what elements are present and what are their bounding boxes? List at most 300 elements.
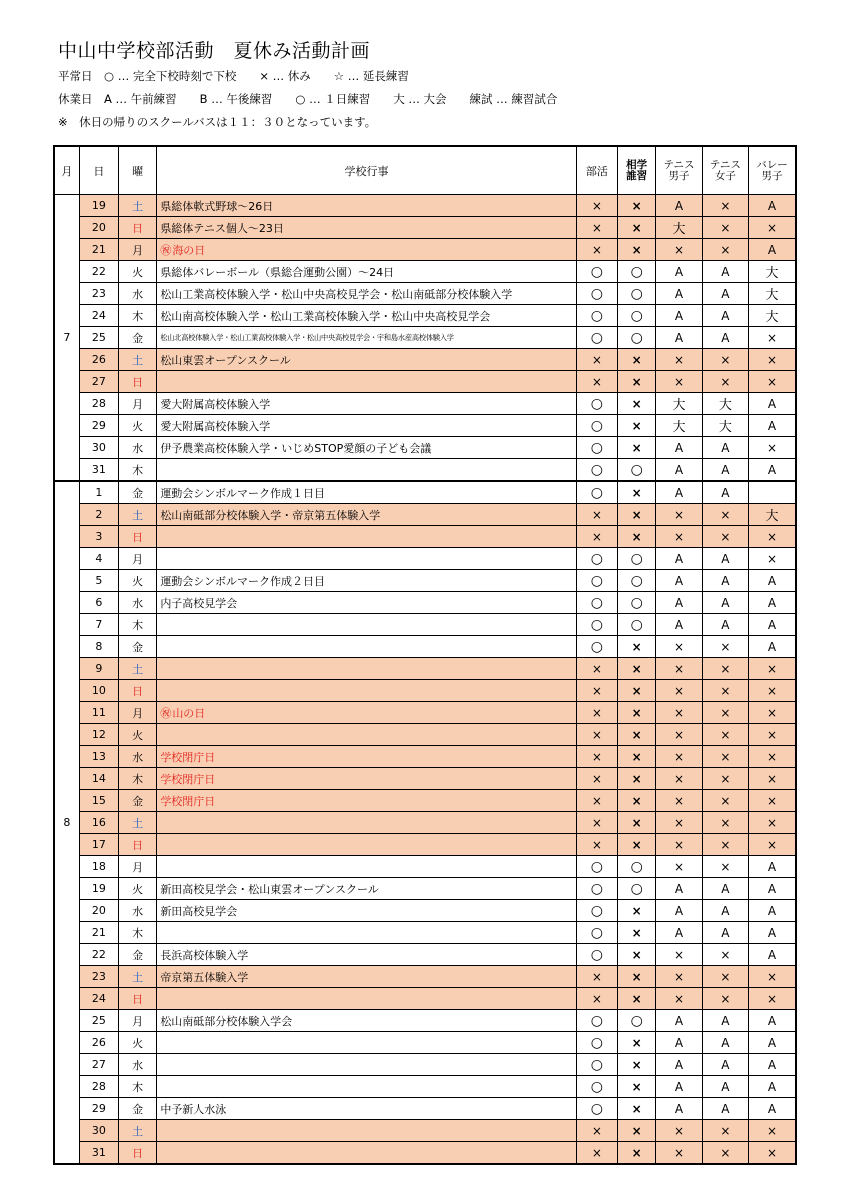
day-cell: 17 (79, 834, 118, 856)
table-row (54, 768, 796, 790)
event-cell (157, 548, 576, 570)
table-row (54, 1142, 796, 1165)
weekday-cell: 水 (119, 746, 157, 768)
volleyball-boys-cell: A (749, 1076, 796, 1098)
event-cell (157, 1142, 576, 1165)
sumo-cell: ○ (618, 548, 656, 570)
sumo-cell: × (618, 900, 656, 922)
club-cell: × (576, 988, 617, 1010)
event-cell: ㊗山の日 (157, 702, 576, 724)
volleyball-boys-cell: A (749, 459, 796, 482)
tennis-boys-cell: A (656, 878, 702, 900)
volleyball-boys-cell: × (749, 548, 796, 570)
event-cell (157, 1076, 576, 1098)
event-cell (157, 459, 576, 482)
day-cell: 5 (79, 570, 118, 592)
club-cell: × (576, 746, 617, 768)
table-row (54, 261, 796, 283)
volleyball-boys-cell: × (749, 658, 796, 680)
day-cell: 8 (79, 636, 118, 658)
tennis-boys-cell: × (656, 834, 702, 856)
weekday-cell: 日 (119, 988, 157, 1010)
weekday-cell: 火 (119, 415, 157, 437)
tennis-girls-cell: A (702, 283, 748, 305)
club-cell: ○ (576, 437, 617, 459)
club-cell: × (576, 834, 617, 856)
weekday-cell: 火 (119, 878, 157, 900)
day-cell: 23 (79, 966, 118, 988)
tennis-girls-cell: × (702, 988, 748, 1010)
table-row (54, 614, 796, 636)
header-club: 部活 (576, 146, 617, 195)
sumo-cell: × (618, 812, 656, 834)
weekday-cell: 土 (119, 658, 157, 680)
volleyball-boys-cell: A (749, 415, 796, 437)
tennis-girls-cell: A (702, 900, 748, 922)
table-row (54, 746, 796, 768)
day-cell: 30 (79, 1120, 118, 1142)
club-cell: ○ (576, 1076, 617, 1098)
day-cell: 20 (79, 217, 118, 239)
day-cell: 26 (79, 349, 118, 371)
sumo-cell: × (618, 481, 656, 504)
table-row (54, 680, 796, 702)
volleyball-boys-cell: A (749, 922, 796, 944)
volleyball-boys-cell: × (749, 834, 796, 856)
weekday-cell: 月 (119, 548, 157, 570)
weekday-cell: 金 (119, 790, 157, 812)
tennis-girls-cell: × (702, 658, 748, 680)
tennis-boys-cell: × (656, 724, 702, 746)
day-cell: 22 (79, 261, 118, 283)
tennis-boys-cell: × (656, 680, 702, 702)
day-cell: 9 (79, 658, 118, 680)
table-row (54, 944, 796, 966)
tennis-boys-cell: × (656, 371, 702, 393)
volleyball-boys-cell: A (749, 878, 796, 900)
event-cell (157, 371, 576, 393)
event-cell: 新田高校見学会 (157, 900, 576, 922)
tennis-boys-cell: A (656, 327, 702, 349)
event-cell: 松山南砥部分校体験入学・帝京第五体験入学 (157, 504, 576, 526)
tennis-girls-cell: A (702, 305, 748, 327)
tennis-boys-cell: A (656, 570, 702, 592)
table-row (54, 592, 796, 614)
tennis-girls-cell: A (702, 261, 748, 283)
event-cell (157, 614, 576, 636)
day-cell: 22 (79, 944, 118, 966)
club-cell: × (576, 1120, 617, 1142)
tennis-boys-cell: 大 (656, 217, 702, 239)
day-cell: 25 (79, 327, 118, 349)
event-cell (157, 1054, 576, 1076)
tennis-boys-cell: A (656, 1010, 702, 1032)
weekday-cell: 月 (119, 239, 157, 261)
volleyball-boys-cell: A (749, 570, 796, 592)
event-cell: 松山南高校体験入学・松山工業高校体験入学・松山中央高校見学会 (157, 305, 576, 327)
tennis-girls-cell: A (702, 1098, 748, 1120)
club-cell: ○ (576, 1032, 617, 1054)
day-cell: 20 (79, 900, 118, 922)
tennis-girls-cell: × (702, 349, 748, 371)
weekday-cell: 木 (119, 922, 157, 944)
sumo-cell: ○ (618, 614, 656, 636)
sumo-cell: × (618, 1054, 656, 1076)
club-cell: ○ (576, 614, 617, 636)
weekday-cell: 火 (119, 570, 157, 592)
table-row (54, 724, 796, 746)
weekday-cell: 金 (119, 481, 157, 504)
volleyball-boys-cell: × (749, 680, 796, 702)
club-cell: × (576, 966, 617, 988)
tennis-girls-cell: A (702, 459, 748, 482)
tennis-boys-cell: A (656, 592, 702, 614)
club-cell: ○ (576, 944, 617, 966)
tennis-girls-cell: A (702, 592, 748, 614)
volleyball-boys-cell: × (749, 349, 796, 371)
club-cell: × (576, 526, 617, 548)
club-cell: ○ (576, 570, 617, 592)
event-cell: 運動会シンボルマーク作成２日目 (157, 570, 576, 592)
event-cell: 松山北高校体験入学・松山工業高校体験入学・松山中央高校見学会・宇和島水産高校体験入学 (157, 327, 576, 349)
day-cell: 27 (79, 371, 118, 393)
weekday-cell: 月 (119, 1010, 157, 1032)
header-tennis-girls: テニス 女子 (702, 146, 748, 195)
weekday-cell: 火 (119, 1032, 157, 1054)
tennis-girls-cell: A (702, 437, 748, 459)
day-cell: 27 (79, 1054, 118, 1076)
tennis-boys-cell: × (656, 1120, 702, 1142)
day-cell: 18 (79, 856, 118, 878)
club-cell: × (576, 658, 617, 680)
tennis-girls-cell: 大 (702, 415, 748, 437)
club-cell: ○ (576, 1054, 617, 1076)
volleyball-boys-cell: × (749, 790, 796, 812)
day-cell: 4 (79, 548, 118, 570)
event-cell (157, 922, 576, 944)
tennis-girls-cell: × (702, 239, 748, 261)
event-cell: 伊予農業高校体験入学・いじめSTOP愛顔の子ども会議 (157, 437, 576, 459)
sumo-cell: × (618, 526, 656, 548)
tennis-girls-cell: A (702, 1010, 748, 1032)
weekday-cell: 火 (119, 261, 157, 283)
club-cell: ○ (576, 327, 617, 349)
weekday-cell: 金 (119, 327, 157, 349)
weekday-cell: 木 (119, 768, 157, 790)
tennis-boys-cell: × (656, 966, 702, 988)
event-cell (157, 1032, 576, 1054)
event-cell (157, 636, 576, 658)
club-cell: ○ (576, 305, 617, 327)
club-cell: ○ (576, 636, 617, 658)
event-cell (157, 988, 576, 1010)
sumo-cell: × (618, 680, 656, 702)
sumo-cell: × (618, 349, 656, 371)
weekday-cell: 水 (119, 437, 157, 459)
schedule-table (53, 145, 797, 1165)
volleyball-boys-cell: A (749, 195, 796, 217)
sumo-cell: ○ (618, 1010, 656, 1032)
sumo-cell: × (618, 437, 656, 459)
volleyball-boys-cell: 大 (749, 283, 796, 305)
header-tennis-boys: テニス 男子 (656, 146, 702, 195)
tennis-boys-cell: × (656, 1142, 702, 1165)
page-title: 中山中学校部活動 夏休み活動計画 (58, 40, 371, 62)
event-cell: 学校閉庁日 (157, 746, 576, 768)
tennis-boys-cell: × (656, 349, 702, 371)
volleyball-boys-cell: A (749, 944, 796, 966)
tennis-girls-cell: × (702, 768, 748, 790)
weekday-cell: 月 (119, 393, 157, 415)
volleyball-boys-cell: A (749, 239, 796, 261)
tennis-boys-cell: A (656, 548, 702, 570)
event-cell: 県総体軟式野球～26日 (157, 195, 576, 217)
tennis-girls-cell: A (702, 1054, 748, 1076)
day-cell: 30 (79, 437, 118, 459)
weekday-cell: 木 (119, 1076, 157, 1098)
club-cell: ○ (576, 393, 617, 415)
tennis-girls-cell: A (702, 614, 748, 636)
tennis-boys-cell: A (656, 261, 702, 283)
sumo-cell: × (618, 1120, 656, 1142)
weekday-cell: 木 (119, 305, 157, 327)
day-cell: 2 (79, 504, 118, 526)
month-cell: 8 (54, 481, 79, 1164)
volleyball-boys-cell: × (749, 526, 796, 548)
day-cell: 16 (79, 812, 118, 834)
table-row (54, 437, 796, 459)
tennis-boys-cell: × (656, 702, 702, 724)
club-cell: × (576, 239, 617, 261)
tennis-girls-cell: × (702, 680, 748, 702)
day-cell: 23 (79, 283, 118, 305)
club-cell: ○ (576, 922, 617, 944)
day-cell: 7 (79, 614, 118, 636)
month-cell: 7 (54, 195, 79, 482)
table-row (54, 526, 796, 548)
tennis-girls-cell: A (702, 481, 748, 504)
tennis-boys-cell: × (656, 768, 702, 790)
table-row (54, 195, 796, 217)
club-cell: × (576, 217, 617, 239)
tennis-girls-cell: × (702, 1142, 748, 1165)
tennis-girls-cell: × (702, 371, 748, 393)
volleyball-boys-cell: A (749, 856, 796, 878)
table-row (54, 327, 796, 349)
event-cell (157, 834, 576, 856)
club-cell: × (576, 702, 617, 724)
weekday-cell: 水 (119, 1054, 157, 1076)
event-cell: 内子高校見学会 (157, 592, 576, 614)
table-row (54, 548, 796, 570)
table-row (54, 283, 796, 305)
event-cell: 松山工業高校体験入学・松山中央高校見学会・松山南砥部分校体験入学 (157, 283, 576, 305)
tennis-boys-cell: × (656, 746, 702, 768)
club-cell: × (576, 1142, 617, 1165)
table-row (54, 415, 796, 437)
sumo-cell: × (618, 922, 656, 944)
sumo-cell: ○ (618, 570, 656, 592)
event-cell (157, 658, 576, 680)
club-cell: × (576, 812, 617, 834)
weekday-cell: 火 (119, 724, 157, 746)
table-row (54, 966, 796, 988)
day-cell: 13 (79, 746, 118, 768)
weekday-cell: 金 (119, 944, 157, 966)
tennis-girls-cell: × (702, 504, 748, 526)
day-cell: 14 (79, 768, 118, 790)
weekday-cell: 日 (119, 834, 157, 856)
sumo-cell: ○ (618, 459, 656, 482)
day-cell: 19 (79, 195, 118, 217)
tennis-girls-cell: × (702, 746, 748, 768)
volleyball-boys-cell: 大 (749, 261, 796, 283)
sumo-cell: × (618, 1032, 656, 1054)
table-row (54, 239, 796, 261)
event-cell (157, 812, 576, 834)
tennis-boys-cell: × (656, 812, 702, 834)
tennis-girls-cell: × (702, 944, 748, 966)
sumo-cell: ○ (618, 592, 656, 614)
tennis-girls-cell: A (702, 922, 748, 944)
club-cell: ○ (576, 415, 617, 437)
sumo-cell: × (618, 393, 656, 415)
volleyball-boys-cell: 大 (749, 305, 796, 327)
table-row (54, 834, 796, 856)
tennis-girls-cell: A (702, 878, 748, 900)
volleyball-boys-cell: × (749, 966, 796, 988)
event-cell: 松山東雲オープンスクール (157, 349, 576, 371)
tennis-boys-cell: A (656, 283, 702, 305)
event-cell: 長浜高校体験入学 (157, 944, 576, 966)
volleyball-boys-cell: A (749, 592, 796, 614)
tennis-boys-cell: × (656, 988, 702, 1010)
weekday-cell: 土 (119, 504, 157, 526)
club-cell: ○ (576, 1010, 617, 1032)
tennis-girls-cell: × (702, 526, 748, 548)
sumo-cell: × (618, 746, 656, 768)
weekday-cell: 日 (119, 1142, 157, 1165)
day-cell: 29 (79, 1098, 118, 1120)
day-cell: 28 (79, 1076, 118, 1098)
weekday-cell: 土 (119, 966, 157, 988)
tennis-boys-cell: A (656, 922, 702, 944)
sumo-cell: × (618, 658, 656, 680)
holiday-icon: ㊗ (160, 243, 172, 257)
weekday-cell: 月 (119, 856, 157, 878)
tennis-girls-cell: × (702, 636, 748, 658)
event-cell: 運動会シンボルマーク作成１日目 (157, 481, 576, 504)
event-cell (157, 680, 576, 702)
tennis-girls-cell: A (702, 548, 748, 570)
day-cell: 31 (79, 1142, 118, 1165)
table-row (54, 702, 796, 724)
table-row (54, 658, 796, 680)
header-weekday: 曜 (119, 146, 157, 195)
weekday-cell: 土 (119, 812, 157, 834)
tennis-boys-cell: × (656, 239, 702, 261)
event-cell: 松山南砥部分校体験入学会 (157, 1010, 576, 1032)
tennis-boys-cell: A (656, 1054, 702, 1076)
table-row (54, 812, 796, 834)
day-cell: 15 (79, 790, 118, 812)
club-cell: × (576, 504, 617, 526)
event-cell: 県総体テニス個人～23日 (157, 217, 576, 239)
table-row (54, 305, 796, 327)
club-cell: × (576, 195, 617, 217)
table-row (54, 1032, 796, 1054)
volleyball-boys-cell: × (749, 746, 796, 768)
volleyball-boys-cell: × (749, 1120, 796, 1142)
volleyball-boys-cell: × (749, 371, 796, 393)
day-cell: 24 (79, 305, 118, 327)
sumo-cell: ○ (618, 878, 656, 900)
tennis-boys-cell: A (656, 481, 702, 504)
table-row (54, 636, 796, 658)
club-cell: ○ (576, 878, 617, 900)
sumo-cell: × (618, 1098, 656, 1120)
event-cell: 愛大附属高校体験入学 (157, 415, 576, 437)
table-row (54, 459, 796, 482)
weekday-cell: 水 (119, 283, 157, 305)
holiday-icon: ㊗ (160, 706, 172, 720)
day-cell: 21 (79, 239, 118, 261)
tennis-boys-cell: A (656, 459, 702, 482)
header-month: 月 (54, 146, 79, 195)
weekday-cell: 土 (119, 1120, 157, 1142)
tennis-girls-cell: A (702, 570, 748, 592)
tennis-girls-cell: × (702, 856, 748, 878)
sumo-cell: × (618, 415, 656, 437)
volleyball-boys-cell: × (749, 768, 796, 790)
event-cell (157, 856, 576, 878)
legend-note: ※ 休日の帰りのスクールバスは１１：３０となっています。 (58, 115, 377, 129)
table-row (54, 988, 796, 1010)
sumo-cell: × (618, 636, 656, 658)
event-cell: ㊗海の日 (157, 239, 576, 261)
tennis-girls-cell: × (702, 702, 748, 724)
event-cell: 県総体バレーボール（県総合運動公園）～24日 (157, 261, 576, 283)
table-row (54, 790, 796, 812)
day-cell: 21 (79, 922, 118, 944)
club-cell: ○ (576, 548, 617, 570)
event-cell (157, 526, 576, 548)
volleyball-boys-cell: A (749, 900, 796, 922)
table-row (54, 217, 796, 239)
weekday-cell: 水 (119, 592, 157, 614)
header-day: 日 (79, 146, 118, 195)
volleyball-boys-cell: × (749, 988, 796, 1010)
sumo-cell: × (618, 768, 656, 790)
day-cell: 12 (79, 724, 118, 746)
table-row (54, 1076, 796, 1098)
tennis-girls-cell: × (702, 724, 748, 746)
volleyball-boys-cell: × (749, 724, 796, 746)
club-cell: ○ (576, 283, 617, 305)
tennis-girls-cell: 大 (702, 393, 748, 415)
club-cell: × (576, 349, 617, 371)
tennis-boys-cell: A (656, 1076, 702, 1098)
day-cell: 11 (79, 702, 118, 724)
day-cell: 3 (79, 526, 118, 548)
volleyball-boys-cell: A (749, 1098, 796, 1120)
weekday-cell: 木 (119, 459, 157, 482)
volleyball-boys-cell: × (749, 437, 796, 459)
club-cell: × (576, 680, 617, 702)
sumo-cell: × (618, 702, 656, 724)
sumo-cell: ○ (618, 261, 656, 283)
day-cell: 28 (79, 393, 118, 415)
